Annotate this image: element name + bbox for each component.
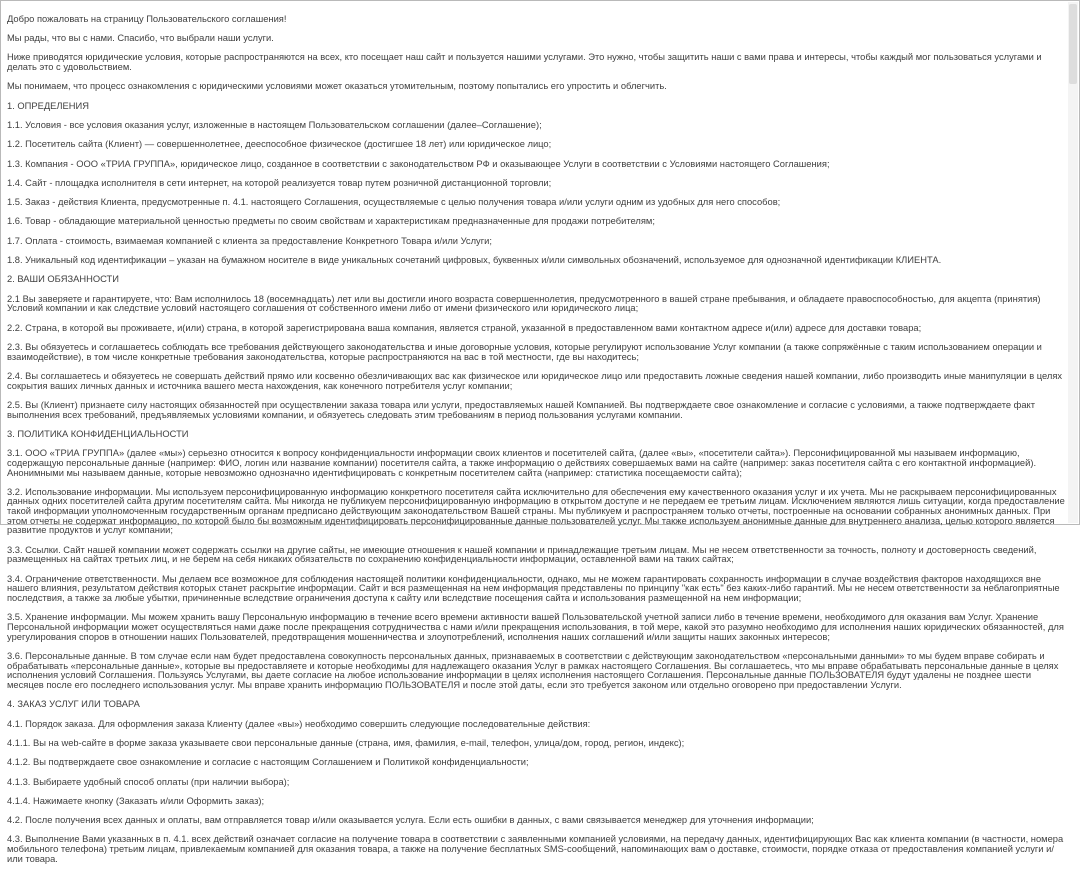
text-line: 3.3. Ссылки. Сайт нашей компании может содержать ссылки на другие сайты, не имеющие отношения к нашей компании и принадлежащие третьим лицам. Мы не несем ответственности за точность, полноту и достоверность сведений, размещенных на сайтах третьих лиц, и не берем на себя никаких обязательств по сохранению конфиденциальности информации, оставленной вами на таких сайтах; bbox=[7, 544, 1037, 565]
text-line: 4.3. Выполнение Вами указанных в п. 4.1. всех действий означает согласие на получение товара в соответствии с заявленными компанией условиями, на передачу данных, идентифицирующих Вас как клиента компании (в частности, номера мобильного телефона) третьим лицам, привлекаемым компанией для оказания товара, а также на получение бесплатных SMS-сообщений, напоминающих вам о доставке, стоимости, порядке отказа от предоставления компанией услуги и/или товара. bbox=[7, 834, 1064, 864]
text-line: 2.2. Страна, в которой вы проживаете, и(или) страна, в которой зарегистрирована ваша компания, является страной, указанной в предоставленном вами контактном адресе и(или) адресе для доставки товара; bbox=[7, 322, 922, 333]
text-line: 4.2. После получения всех данных и оплаты, вам отправляется товар и/или оказывается услуга. Если есть ошибки в данных, с вами связывается менеджер для уточнения информации; bbox=[7, 815, 814, 826]
text-line: 1.2. Посетитель сайта (Клиент) — совершеннолетнее, дееспособное физическое (достигшее 18 лет) или юридическое лицо; bbox=[7, 139, 552, 150]
text-line: Добро пожаловать на страницу Пользовательского соглашения! bbox=[7, 13, 287, 24]
text-line: 3.6. Персональные данные. В том случае если нам будет предоставлена совокупность персональных данных, признаваемых в соответствии с действующим законодательством «персональными данными» то мы будем вправе собирать и обрабатывать «персональные данные», которые вы предоставляете и которые необходимы для надлежащего оказания Услуг в рамках настоящего Соглашения. Вы соглашаетесь, что мы вправе обрабатывать персональные данные в целях исполнения условий Соглашения. Пользуясь Услугами, вы даете согласие на любое использование информации в целях исполнения настоящего Соглашения. Персональные данные ПОЛЬЗОВАТЕЛЯ будут удалены не позднее шести месяцев после его последнего использования услуг. Мы вправе хранить информацию ПОЛЬЗОВАТЕЛЯ и после этой даты, если это требуется законом или отдельно оговорено при предоставлении Услуги. bbox=[7, 650, 1059, 690]
section-heading: 3. ПОЛИТИКА КОНФИДЕНЦИАЛЬНОСТИ bbox=[7, 428, 189, 439]
text-line: Ниже приводятся юридические условия, которые распространяются на всех, кто посещает наш сайт и пользуется нашими услугами. Это нужно, чтобы защитить наши с вами права и интересы, чтобы каждый мог пользоваться услугами и делать это с удовольствием. bbox=[7, 52, 1042, 72]
text-line: 1.3. Компания - ООО «ТРИА ГРУППА», юридическое лицо, созданное в соответствии с законодательством РФ и оказывающее Услуги в соответствии с Условиями настоящего Соглашения; bbox=[7, 158, 830, 169]
text-line: 4.1.3. Выбираете удобный способ оплаты (при наличии выбора); bbox=[7, 776, 290, 787]
section-heading: 1. ОПРЕДЕЛЕНИЯ bbox=[7, 100, 89, 111]
text-line: 2.4. Вы соглашаетесь и обязуетесь не совершать действий прямо или косвенно обезличивающих вас как физическое или юридическое лицо или предоставить ложные сведения нашей компании, либо производить иные манипуляции в целях сокрытия ваших личных данных и источника вашего места нахождения, как конечного потребителя услуг компании; bbox=[7, 370, 1063, 391]
text-line: 3.2. Использование информации. Мы используем персонифицированную информацию конкретного посетителя сайта исключительно для обеспечения ему качественного оказания услуг и их учета. Мы не раскрываем персонифицированных данных одних посетителей сайта другим посетителям сайта. Мы никогда не публикуем персонифицированную информацию в открытом доступе и не передаем ее третьим лицам. Исключением являются лишь ситуации, когда предоставление такой информации уполномоченным государственным органам предписано действующим законодательством Вашей страны. Мы публикуем и распространяем только отчеты, построенные на основании собранных анонимных данных. При этом отчеты не содержат информацию, по которой было бы возможным идентифицировать персонифицированные данные пользователей услуг. Мы также используем анонимные данные для внутреннего анализа, целью которого является развитие продуктов и услуг компании; bbox=[7, 486, 1065, 536]
section-heading: 2. ВАШИ ОБЯЗАННОСТИ bbox=[7, 274, 119, 285]
scrollbar-thumb[interactable] bbox=[1069, 4, 1077, 84]
text-line: 1.8. Уникальный код идентификации – указан на бумажном носителе в виде уникальных сочетаний цифровых, буквенных и/или символьных обозначений, используемое для однозначной идентификации КЛИЕНТА. bbox=[7, 255, 942, 266]
text-line: 1.5. Заказ - действия Клиента, предусмотренные п. 4.1. настоящего Соглашения, осуществляемые с целью получения товара и/или услуги одним из удобных для него способов; bbox=[7, 197, 781, 208]
text-line: 2.1 Вы заверяете и гарантируете, что: Вам исполнилось 18 (восемнадцать) лет или вы достигли иного возраста совершеннолетия, предусмотренного в вашей стране пребывания, и обладаете правоспособностью, для акцепта (принятия) Условий компании и как следствие условий настоящего соглашения от собственного имени либо от имени физического или юридического лица; bbox=[7, 293, 1041, 314]
text-line: 4.1.1. Вы на web-сайте в форме заказа указываете свои персональные данные (страна, имя, фамилия, e-mail, телефон, улица/дом, город, регион, индекс); bbox=[7, 737, 685, 748]
text-line: Мы понимаем, что процесс ознакомления с юридическими условиями может оказаться утомительным, поэтому попытались его упростить и облегчить. bbox=[7, 81, 667, 92]
text-line: 1.6. Товар - обладающие материальной ценностью предметы по своим свойствам и характеристикам предназначенные для продажи потребителям; bbox=[7, 216, 655, 227]
text-line: 3.4. Ограничение ответственности. Мы делаем все возможное для соблюдения настоящей политики конфиденциальности, однако, мы не можем гарантировать сохранность информации в случае воздействия факторов находящихся вне нашего влияния, результатом действия которых станет раскрытие информации. Сайт и вся размещенная на нем информация представлены по принципу "как есть" без каких-либо гарантий. Мы не несем ответственности за неблагоприятные последствия, а также за любые убытки, причиненные вследствие ограничения доступа к сайту или вследствие посещения сайта и использования размещенной на нем информации; bbox=[7, 573, 1060, 604]
text-line: 1.7. Оплата - стоимость, взимаемая компанией с клиента за предоставление Конкретного Товара и/или Услуги; bbox=[7, 235, 492, 246]
agreement-text bbox=[7, 5, 1067, 874]
text-line: Мы рады, что вы с нами. Спасибо, что выбрали наши услуги. bbox=[7, 32, 274, 43]
text-line: 4.1.2. Вы подтверждаете свое ознакомление и согласие с настоящим Соглашением и Политикой конфиденциальности; bbox=[7, 757, 529, 768]
vertical-scrollbar[interactable] bbox=[1068, 2, 1078, 523]
section-heading: 4. ЗАКАЗ УСЛУГ ИЛИ ТОВАРА bbox=[7, 699, 140, 710]
text-line: 2.5. Вы (Клиент) признаете силу настоящих обязанностей при осуществлении заказа товара или услуги, предоставляемых нашей Компанией. Вы подтверждаете свое ознакомление и согласие с условиями, а также подтверждаете факт выполнения всех требований, предъявляемых условиями компании, и обязуетесь следовать этим требованиям в период пользования услугами компании. bbox=[7, 399, 1036, 420]
text-line: 4.1. Порядок заказа. Для оформления заказа Клиенту (далее «вы») необходимо совершить следующие последовательные действия: bbox=[7, 718, 591, 729]
text-line: 4.1.4. Нажимаете кнопку (Заказать и/или Оформить заказ); bbox=[7, 795, 265, 806]
text-line: 1.1. Условия - все условия оказания услуг, изложенные в настоящем Пользовательском соглашении (далее–Соглашение); bbox=[7, 119, 542, 130]
text-line: 2.3. Вы обязуетесь и соглашаетесь соблюдать все требования действующего законодательства и иные договорные условия, которые регулируют использование Услуг компании (а также сопряжённые с таким использованием операции и взаимодействие), в том числе конкретные требования законодательства, которые распространяются на вас в той местности, где вы находитесь; bbox=[7, 341, 1042, 362]
text-line: 1.4. Сайт - площадка исполнителя в сети интернет, на которой реализуется товар путем розничной дистанционной торговли; bbox=[7, 177, 552, 188]
text-line: 3.5. Хранение информации. Мы можем хранить вашу Персональную информацию в течение всего времени активности вашей Пользовательской учетной записи либо в течение времени, необходимого для оказания вам Услуг. Хранение Персональной информации может осуществляться нами даже после прекращения сотрудничества с нами и/или прекращения использования, в той мере, какой это разумно необходимо для исполнения наших юридических обязанностей, для урегулирования споров в отношении наших Пользователей, предотвращения мошенничества и злоупотреблений, исполнения наших соглашений и/или защиты наших законных интересов; bbox=[7, 612, 1064, 642]
text-line: 3.1. ООО «ТРИА ГРУППА» (далее «мы») серьезно относится к вопросу конфиденциальности информации своих клиентов и посетителей сайта, (далее «вы», «посетители сайта»). Персонифицированной мы называем информацию, содержащую персональные данные (например: ФИО, логин или название компании) посетителя сайта, а также информацию о действиях совершаемых вами на сайте (например: заказ посетителя сайта с его контактной информацией). Анонимными мы называем данные, которые невозможно однозначно идентифицировать с конкретным посетителем сайта (например: статистика посещаемости сайта); bbox=[7, 448, 1037, 478]
